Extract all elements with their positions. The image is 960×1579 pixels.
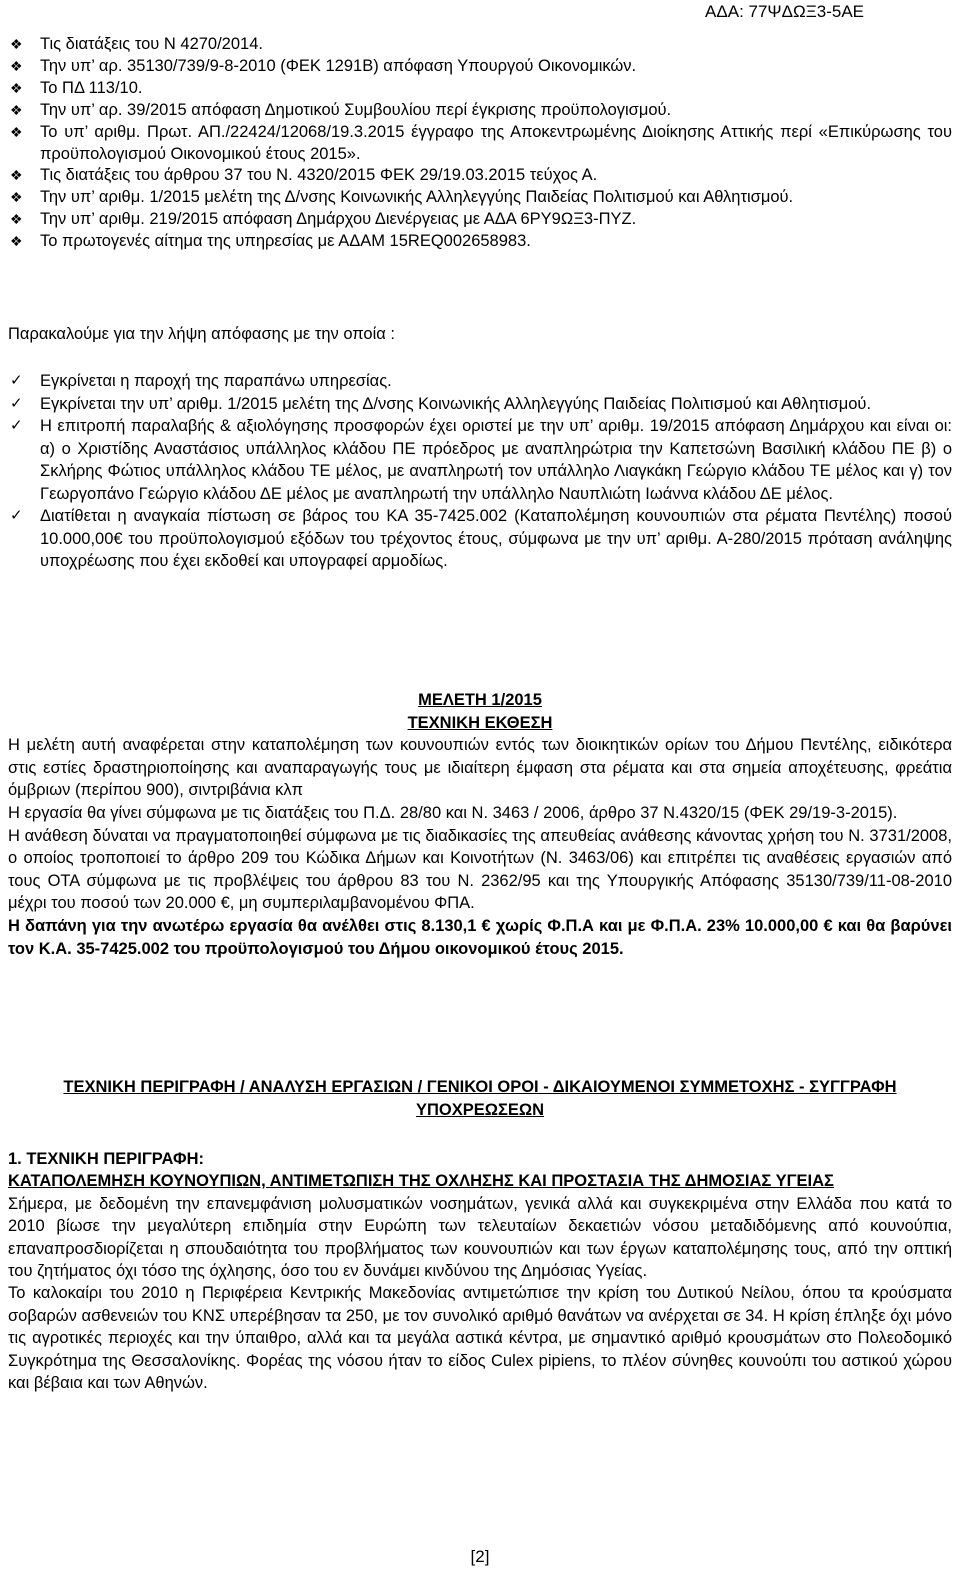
technical-description-section <box>8 1148 952 1394</box>
decision-list <box>8 370 952 573</box>
checkmark-icon: ✓ <box>10 507 23 524</box>
study-paragraph: Η μελέτη αυτή αναφέρεται στην καταπολέμηση των κουνουπιών εντός των διοικητικών ορίων του Δήμου Πεντέλης, ειδικότερα στις εστίες δραστηριοποίησης και αναπαραγωγής τους με ιδιαίτερη έμφαση στα ρέματα και στα σημεία αποχέτευσης, φρεάτια όμβριων (περίπου 900), σιντριβάνια κλπ <box>8 736 952 800</box>
list-item: ❖ Την υπ’ αριθμ. 1/2015 μελέτη της Δ/νσης Κοινωνικής Αλληλεγγύης Παιδείας Πολιτισμού και Αθλητισμού. <box>8 187 952 209</box>
section-number: 1. ΤΕΧΝΙΚΗ ΠΕΡΙΓΡΑΦΗ: <box>8 1150 204 1168</box>
diamond-bullet-icon: ❖ <box>10 79 23 96</box>
diamond-bullet-icon: ❖ <box>10 57 23 74</box>
study-paragraph: Η ανάθεση δύναται να πραγματοποιηθεί σύμφωνα με τις διαδικασίες της απευθείας ανάθεσης κάνοντας χρήση του Ν. 3731/2008, ο οποίος τροποποιεί το άρθρο 209 του Κώδικα Δήμων και Κοινοτήτων (Ν. 3463/06) και επιτρέπει τις αναθέσεις εργασιών από τους ΟΤΑ σύμφωνα με τις προβλέψεις του άρθρου 83 του Ν. 2362/95 και της Υπουργικής Απόφασης 35130/739/11-08-2010 μέχρι του ποσού των 20.000 €, μη συμπεριλαμβανομένου ΦΠΑ. <box>8 826 952 913</box>
diamond-bullet-icon: ❖ <box>10 36 23 52</box>
diamond-bullet-icon: ❖ <box>10 189 23 206</box>
section-title: ΚΑΤΑΠΟΛΕΜΗΣΗ ΚΟΥΝΟΥΠΙΩΝ, ΑΝΤΙΜΕΤΩΠΙΣΗ ΤΗΣ ΟΧΛΗΣΗΣ ΚΑΙ ΠΡΟΣΤΑΣΙΑ ΤΗΣ ΔΗΜΟΣΙΑΣ ΥΓΕΙΑΣ <box>8 1172 834 1191</box>
list-item: ✓ Εγκρίνεται την υπ’ αριθμ. 1/2015 μελέτη της Δ/νσης Κοινωνικής Αλληλεγγύης Παιδείας Πολιτισμού και Αθλητισμού. <box>8 393 952 416</box>
list-item: ❖ Τις διατάξεις του Ν 4270/2014. <box>8 34 952 56</box>
description-title: ΤΕΧΝΙΚΗ ΠΕΡΙΓΡΑΦΗ / ΑΝΑΛΥΣΗ ΕΡΓΑΣΙΩΝ / ΓΕΝΙΚΟΙ ΟΡΟΙ - ΔΙΚΑΙΟΥΜΕΝΟΙ ΣΥΜΜΕΤΟΧΗΣ - ΣΥΓΓΡΑΦΗ ΥΠΟΧΡΕΩΣΕΩΝ <box>63 1078 897 1119</box>
diamond-bullet-icon: ❖ <box>10 167 23 184</box>
list-item: ✓ Διατίθεται η αναγκαία πίστωση σε βάρος του ΚΑ 35-7425.002 (Καταπολέμηση κουνουπιών στα ρέματα Πεντέλης) ποσού 10.000,00€ του προϋπολογισμού εξόδων του τρέχοντος έτους, σύμφωνα με την υπ’ αριθμ. Α-280/2015 πρόταση ανάληψης υποχρέωσης που έχει εκδοθεί και υπογραφεί αρμοδίως. <box>10 507 952 570</box>
page-number: [2] <box>470 1547 490 1566</box>
request-line: Παρακαλούμε για την λήψη απόφασης με την οποία : <box>8 325 395 343</box>
list-item: ❖ Το πρωτογενές αίτημα της υπηρεσίας με ΑΔΑΜ 15REQ002658983. <box>8 231 952 253</box>
legal-basis-list <box>8 34 952 253</box>
study-paragraph: Η εργασία θα γίνει σύμφωνα με τις διατάξεις του Π.Δ. 28/80 και Ν. 3463 / 2006, άρθρο 37 Ν.4320/15 (ΦΕΚ 29/19-3-2015). <box>8 803 898 822</box>
list-item: ❖ Τις διατάξεις του άρθρου 37 του Ν. 4320/2015 ΦΕΚ 29/19.03.2015 τεύχος Α. <box>8 165 952 187</box>
list-item: ❖ Το υπ’ αριθμ. Πρωτ. ΑΠ./22424/12068/19.3.2015 έγγραφο της Αποκεντρωμένης Διοίκησης Αττικής περί «Επικύρωσης του προϋπολογισμού Οικονομικού έτους 2015». <box>10 122 952 163</box>
list-item: ❖ Την υπ’ αρ. 35130/739/9-8-2010 (ΦΕΚ 1291Β) απόφαση Υπουργού Οικονομικών. <box>8 56 952 78</box>
list-item: ❖ Το ΠΔ 113/10. <box>8 78 952 100</box>
budget-paragraph: Η δαπάνη για την ανωτέρω εργασία θα ανέλθει στις 8.130,1 € χωρίς Φ.Π.Α και με Φ.Π.Α. 23% 10.000,00 € και θα βαρύνει τον Κ.Α. 35-7425.002 του προϋπολογισμού του Δήμου οικονομικού έτους 2015. <box>8 916 952 958</box>
study-section <box>8 689 952 960</box>
diamond-bullet-icon: ❖ <box>10 123 23 140</box>
list-item: ✓ Εγκρίνεται η παροχή της παραπάνω υπηρεσίας. <box>8 370 952 393</box>
diamond-bullet-icon: ❖ <box>10 211 23 228</box>
list-item: ✓ Η επιτροπή παραλαβής & αξιολόγησης προσφορών έχει οριστεί με την υπ’ αριθμ. 19/2015 απόφαση Δημάρχου και είναι οι: α) ο Χριστίδης Αναστάσιος υπάλληλος κλάδου ΠΕ πρόεδρος με αναπληρώτρια την Καπετσώνη Βασιλική κλάδου ΠΕ β) ο Σκλήρης Φώτιος υπάλληλος κλάδου ΤΕ μέλος, με αναπληρωτή τον υπάλληλο Λιαγκάκη Γεώργιο κλάδου ΤΕ μέλος και γ) τον Γεωργοπάνο Γεώργιο κλάδου ΔΕ μέλος με αναπληρωτή την υπάλληλο Ναυπλιώτη Ιωάννα κλάδου ΔΕ μέλος. <box>10 417 952 503</box>
list-item: ❖ Την υπ’ αρ. 39/2015 απόφαση Δημοτικού Συμβουλίου περί έγκρισης προϋπολογισμού. <box>8 100 952 122</box>
list-item: ❖ Την υπ’ αριθμ. 219/2015 απόφαση Δημάρχου Διενέργειας με ΑΔΑ 6ΡΥ9ΩΞ3-ΠΥΖ. <box>8 209 952 231</box>
checkmark-icon: ✓ <box>10 372 23 389</box>
diamond-bullet-icon: ❖ <box>10 101 23 118</box>
ada-code: ΑΔΑ: 77ΨΔΩΞ3-5ΑΕ <box>705 2 864 21</box>
checkmark-icon: ✓ <box>10 394 23 412</box>
section-paragraph: Το καλοκαίρι του 2010 η Περιφέρεια Κεντρικής Μακεδονίας αντιμετώπισε την κρίση του Δυτικού Νείλου, όπου τα κρούσματα σοβαρών ασθενειών του ΚΝΣ υπερέβησαν τα 250, με τον συνολικό αριθμό θανάτων να ανέρχεται σε 34. Η κρίση έπληξε όχι μόνο τις αγροτικές περιοχές και την ύπαιθρο, αλλά και τα μεγάλα αστικά κέντρα, με σημαντικό αριθμό κρουσμάτων στο Πολεοδομικό Συγκρότημα της Θεσσαλονίκης. Φορέας της νόσου ήταν το είδος Culex pipiens, το πλέον σύνηθες κουνούπι του αστικού χώρου και βέβαια και των Αθηνών. <box>8 1284 952 1393</box>
checkmark-icon: ✓ <box>10 417 23 434</box>
diamond-bullet-icon: ❖ <box>10 233 23 250</box>
study-subtitle: ΤΕΧΝΙΚΗ ΕΚΘΕΣΗ <box>407 713 553 732</box>
section-paragraph: Σήμερα, με δεδομένη την επανεμφάνιση μολυσματικών νοσημάτων, γενικά αλλά και συγκεκριμένα στην Ελλάδα που κατά το 2010 βίωσε την μεγαλύτερη επιδημία στην Ευρώπη των τελευταίων δεκαετιών νόσου μεταδιδόμενης από κουνούπια, επαναπροσδιορίζεται η σπουδαιότητα του προβλήματος των κουνουπιών και των έργων καταπολέμησης τους, από την οπτική του ζητήματος όχι τόσο της όχλησης, όσο του εν δυνάμει κινδύνου της Δημόσιας Υγείας. <box>8 1194 952 1281</box>
study-title: ΜΕΛΕΤΗ 1/2015 <box>418 691 542 709</box>
